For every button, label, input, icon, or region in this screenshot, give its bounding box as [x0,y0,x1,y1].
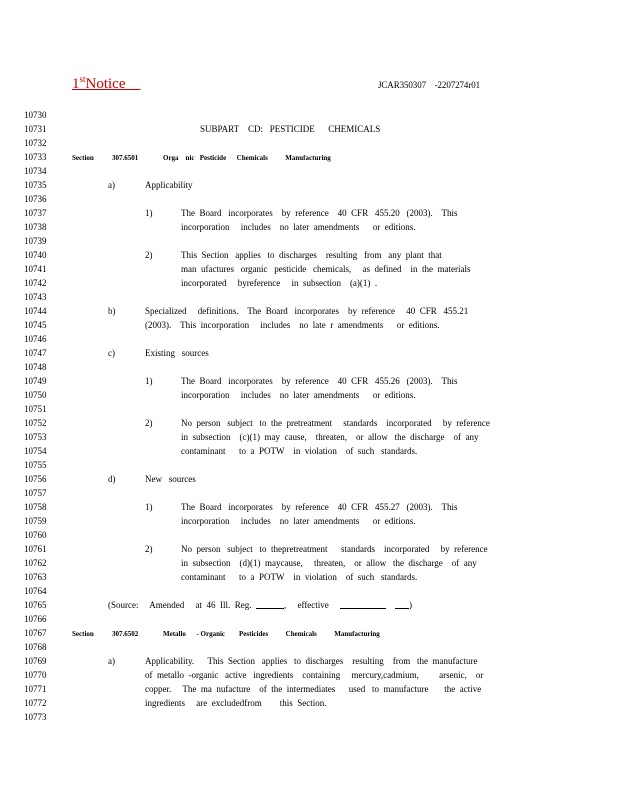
line-number: 10745 [24,320,47,330]
line-number: 10756 [24,474,47,484]
section-1-number: 307.6501 [112,154,139,162]
item-c2-line: contaminant to a POTW in violation of such standards. [181,446,418,456]
notice-word: Notice [85,76,126,92]
item-c2-label: 2) [145,418,153,428]
source-prefix: (Source: Amended at 46 Ill. Reg. [108,600,252,610]
line-number: 10739 [24,236,47,246]
item-c-label: c) [108,348,115,358]
item-a1-label: 1) [145,208,153,218]
line-number: 10740 [24,250,47,260]
line-number: 10752 [24,418,47,428]
line-number: 10749 [24,376,47,386]
item-d-title: New sources [145,474,196,484]
item-a2-line: This Section applies to discharges resulting from any plant that [181,250,442,260]
line-number: 10770 [24,670,47,680]
item-d2-label: 2) [145,544,153,554]
line-number: 10744 [24,306,47,316]
section-2-number: 307.6502 [112,630,139,638]
line-number: 10736 [24,194,47,204]
source-effective: effective [297,600,329,610]
item-d-label: d) [108,474,116,484]
item-a2-line: man ufactures organic pesticide chemicals, as defined in the materials [181,264,471,274]
line-number: 10762 [24,558,47,568]
notice-label [72,74,141,93]
line-number: 10748 [24,362,47,372]
line-number: 10743 [24,292,47,302]
line-number: 10757 [24,488,47,498]
notice-number: 1 [72,76,80,92]
line-number: 10773 [24,712,47,722]
item-a1-line: incorporation includes no later amendments or editions. [181,222,416,232]
line-number: 10741 [24,264,47,274]
item-d1-line: The Board incorporates by reference 40 CFR 455.27 (2003). This [181,502,458,512]
line-number: 10764 [24,586,47,596]
line-number: 10732 [24,138,47,148]
item-a-title: Applicability [145,180,193,190]
line-number: 10747 [24,348,47,358]
item-a-label: a) [108,180,115,190]
item-c-title: Existing sources [145,348,209,358]
line-number: 10731 [24,124,47,134]
item-c1-line: incorporation includes no later amendments or editions. [181,390,416,400]
line-number: 10759 [24,516,47,526]
item-c1-line: The Board incorporates by reference 40 CFR 455.26 (2003). This [181,376,458,386]
subpart-title: SUBPART CD: PESTICIDE CHEMICALS [200,124,381,134]
volume-blank [256,600,287,610]
line-number: 10769 [24,656,47,666]
source-close: ) [409,600,413,610]
item-d2-line: in subsection (d)(1) maycause, threaten, or allow the discharge of any [181,558,477,568]
line-number: 10746 [24,334,47,344]
line-number: 10760 [24,530,47,540]
line-number: 10734 [24,166,47,176]
item-s2a-line: of metallo -organic active ingredients containing mercury,cadmium, arsenic, or [145,670,484,680]
section-1-title: Orga nic Pesticide Chemicals Manufacturing [163,154,331,162]
item-a2-line: incorporated byreference in subsection (a)(1) . [181,278,378,288]
line-number: 10742 [24,278,47,288]
line-number: 10763 [24,572,47,582]
item-s2a-label: a) [108,656,115,666]
line-number: 10768 [24,642,47,652]
source-note [108,600,412,610]
page-blank [395,600,409,609]
line-number: 10733 [24,152,47,162]
line-number: 10730 [24,110,47,120]
item-s2a-line: Applicability. This Section applies to discharges resulting from the manufacture [145,656,478,666]
line-number: 10758 [24,502,47,512]
line-number: 10750 [24,390,47,400]
item-a1-line: The Board incorporates by reference 40 CFR 455.20 (2003). This [181,208,458,218]
doc-number: -2207274r01 [434,80,481,90]
section-1-label: Section [72,154,94,162]
jcar-id: JCAR350307 [378,80,427,90]
item-a2-label: 2) [145,250,153,260]
line-number: 10738 [24,222,47,232]
item-c2-line: No person subject to the pretreatment standards incorporated by reference [181,418,490,428]
line-number: 10765 [24,600,47,610]
line-number: 10767 [24,628,47,638]
line-number: 10772 [24,698,47,708]
source-comma: , [283,600,287,610]
item-b-line: (2003). This incorporation includes no late r amendments or editions. [145,320,440,330]
item-d2-line: No person subject to thepretreatment standards incorporated by reference [181,544,488,554]
line-number: 10735 [24,180,47,190]
item-d2-line: contaminant to a POTW in violation of such standards. [181,572,418,582]
section-2-title: Metallo - Organic Pesticides Chemicals Manufacturing [163,630,380,638]
line-number: 10761 [24,544,47,554]
item-s2a-line: ingredients are excludedfrom this Section. [145,698,327,708]
item-c1-label: 1) [145,376,153,386]
date-blank [340,600,386,609]
line-number: 10766 [24,614,47,624]
line-number: 10755 [24,460,47,470]
line-number: 10751 [24,404,47,414]
line-number: 10771 [24,684,47,694]
line-number: 10754 [24,446,47,456]
document-id [378,80,480,90]
item-d1-label: 1) [145,502,153,512]
line-number: 10737 [24,208,47,218]
section-2-label: Section [72,630,94,638]
notice-suffix: st [79,74,86,84]
item-c2-line: in subsection (c)(1) may cause, threaten, or allow the discharge of any [181,432,479,442]
line-number: 10753 [24,432,47,442]
item-b-line: Specialized definitions. The Board incorporates by reference 40 CFR 455.21 [145,306,469,316]
item-d1-line: incorporation includes no later amendments or editions. [181,516,416,526]
item-s2a-line: copper. The ma nufacture of the intermediates used to manufacture the active [145,684,482,694]
item-b-label: b) [108,306,116,316]
